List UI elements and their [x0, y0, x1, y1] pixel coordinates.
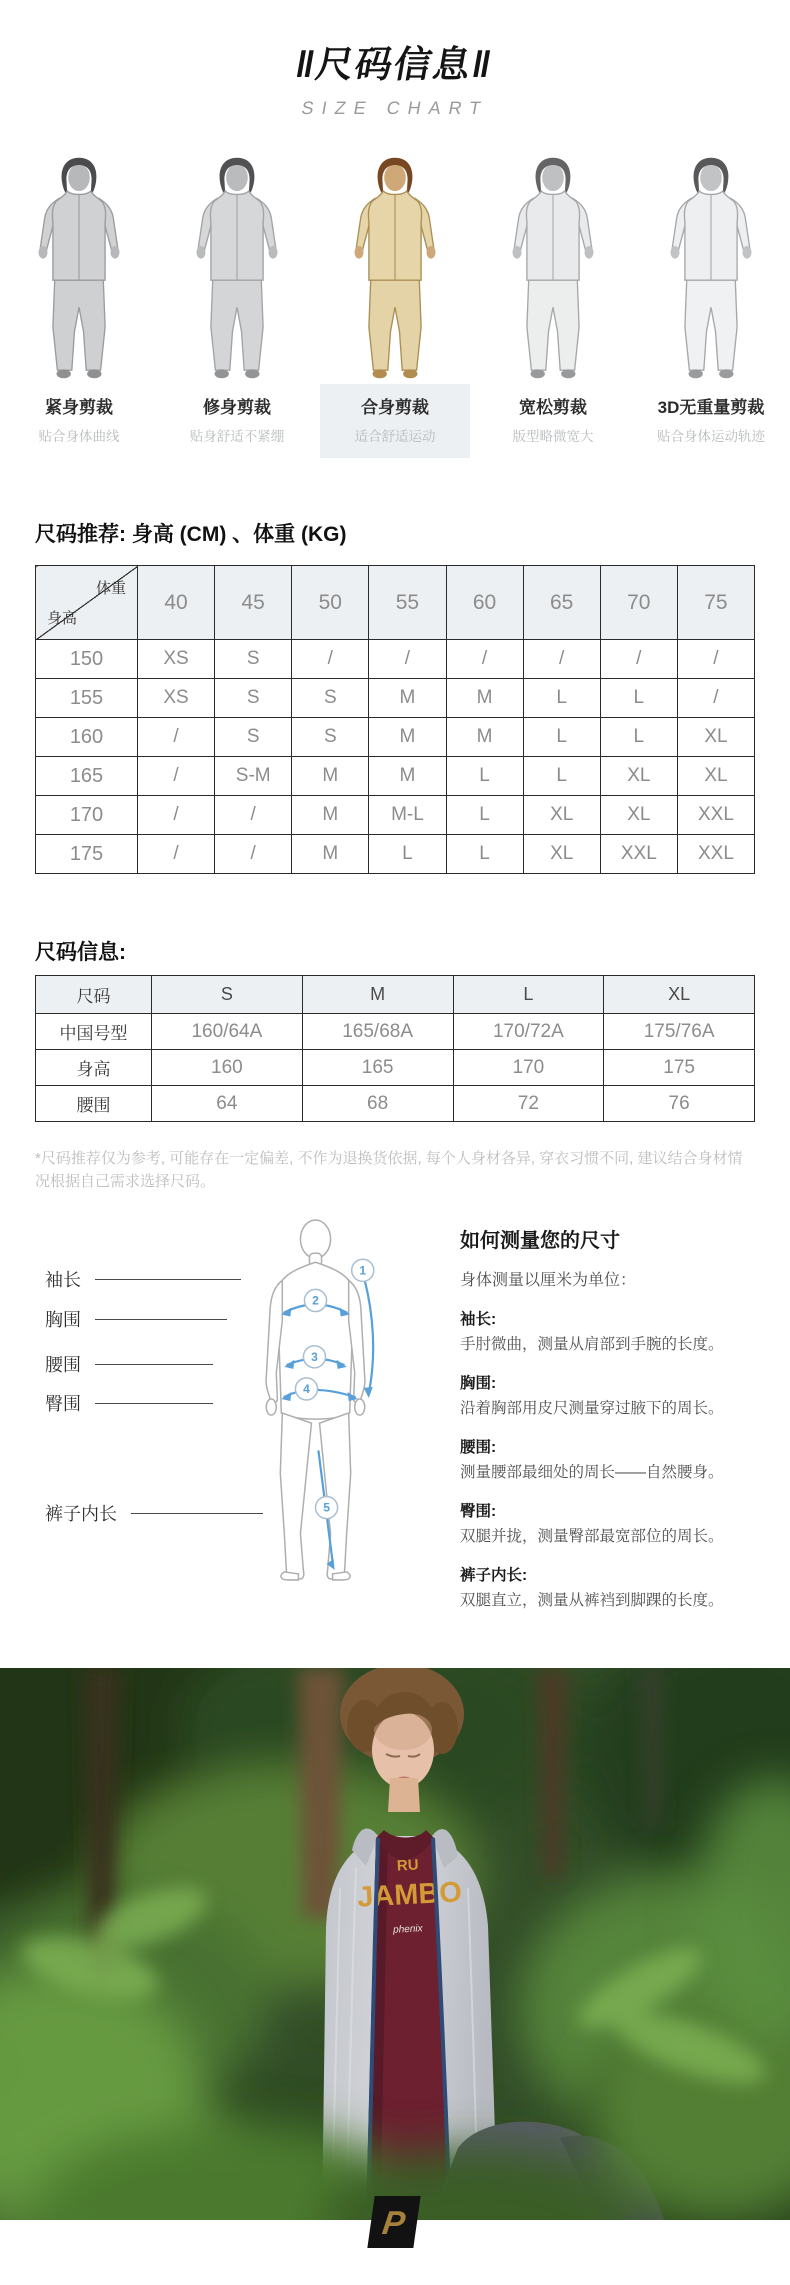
fit-name: 合身剪裁 [361, 398, 429, 417]
recommend-row [36, 640, 755, 679]
disclaimer-text: *尺码推荐仅为参考, 可能存在一定偏差, 不作为退换货依据, 每个人身材各异, 穿衣习惯不同, 建议结合身材情况根据自己需求选择尺码。 [35, 1150, 743, 1191]
fit-figure-illustration [499, 146, 607, 382]
weight-header-cell: 40 [138, 566, 215, 640]
size-cell: L [446, 835, 523, 874]
size-cell: M [369, 757, 446, 796]
measure-item-desc: 双腿直立，测量从裤裆到脚踝的长度。 [460, 1592, 724, 1609]
measure-item-label: 臀围: [460, 1503, 497, 1520]
weight-header-cell: 65 [523, 566, 600, 640]
sizeinfo-row [36, 1014, 755, 1050]
fit-figure-illustration [341, 146, 449, 382]
measure-marker-4: 4 [303, 1381, 310, 1396]
size-cell: XXL [677, 796, 754, 835]
fit-desc: 版型略微宽大 [512, 429, 594, 444]
size-cell: / [446, 640, 523, 679]
fit-name: 宽松剪裁 [519, 398, 587, 417]
measure-item-desc: 测量腰部最细处的周长——自然腰身。 [460, 1464, 724, 1481]
measure-item [460, 1435, 772, 1482]
height-cell: 160 [36, 718, 138, 757]
size-cell: S [215, 679, 292, 718]
corner-weight-label: 体重 [95, 580, 126, 597]
measure-item-desc: 手肘微曲，测量从肩部到手腕的长度。 [460, 1336, 724, 1353]
fit-figure-illustration [25, 146, 133, 382]
size-cell: M [292, 796, 369, 835]
measure-item-label: 腰围: [460, 1439, 497, 1456]
corner-cell [36, 566, 138, 640]
size-cell: XS [138, 640, 215, 679]
size-cell: / [138, 796, 215, 835]
size-cell: L [446, 796, 523, 835]
diagram-label: 臀围 [45, 1394, 81, 1414]
size-cell: / [138, 835, 215, 874]
sizeinfo-value-cell: 175 [604, 1050, 755, 1086]
size-recommend-heading: 尺码推荐: 身高 (CM) 、体重 (KG) [35, 523, 347, 546]
sizeinfo-value-cell: 165/68A [302, 1014, 453, 1050]
size-cell: M [369, 718, 446, 757]
sizeinfo-table-body [36, 1014, 755, 1122]
measure-unit-note: 身体测量以厘米为单位： [460, 1272, 637, 1289]
size-cell: XXL [677, 835, 754, 874]
size-cell: M [369, 679, 446, 718]
diagram-label-row [45, 1390, 213, 1416]
diagram-label-row [45, 1266, 241, 1292]
sizeinfo-row-label: 腰围 [36, 1086, 152, 1122]
size-cell: M-L [369, 796, 446, 835]
sizeinfo-value-cell: 160/64A [152, 1014, 303, 1050]
recommend-table-body [36, 640, 755, 874]
measure-section [0, 1220, 790, 1668]
sizeinfo-size-cell: M [302, 976, 453, 1014]
fit-desc: 贴合身体曲线 [38, 429, 120, 444]
measure-item [460, 1563, 772, 1610]
shirt-text-line2: JAMBO [356, 1876, 463, 1914]
logo-letter-p: P [380, 2203, 408, 2241]
measure-item-desc: 双腿并拢，测量臀部最宽部位的周长。 [460, 1528, 724, 1545]
size-cell: S [215, 640, 292, 679]
fit-label-box [636, 384, 786, 458]
recommend-row [36, 718, 755, 757]
diagram-label: 裤子内长 [45, 1504, 117, 1524]
sizeinfo-value-cell: 64 [152, 1086, 303, 1122]
size-info-heading: 尺码信息: [35, 941, 126, 964]
size-cell: XL [523, 835, 600, 874]
height-cell: 175 [36, 835, 138, 874]
size-cell: / [138, 757, 215, 796]
size-cell: XL [600, 796, 677, 835]
measure-item-label: 袖长: [460, 1311, 497, 1328]
measure-item [460, 1499, 772, 1546]
height-cell: 165 [36, 757, 138, 796]
fit-label-box [478, 384, 628, 458]
diagram-label: 腰围 [45, 1355, 81, 1375]
measure-title: 如何测量您的尺寸 [460, 1230, 620, 1252]
brand-logo [371, 2196, 417, 2248]
fit-name: 修身剪裁 [203, 398, 271, 417]
sizeinfo-size-cell: L [453, 976, 604, 1014]
size-cell: M [446, 718, 523, 757]
recommend-row [36, 835, 755, 874]
fit-desc: 适合舒适运动 [354, 429, 436, 444]
weight-header-row [36, 566, 755, 640]
measure-item-desc: 沿着胸部用皮尺测量穿过腋下的周长。 [460, 1400, 724, 1417]
weight-header-cell: 75 [677, 566, 754, 640]
fit-label-box [320, 384, 470, 458]
size-cell: S-M [215, 757, 292, 796]
logo-plate [367, 2196, 420, 2248]
height-cell: 150 [36, 640, 138, 679]
size-cell: / [677, 640, 754, 679]
size-cell: / [677, 679, 754, 718]
size-cell: M [446, 679, 523, 718]
sizeinfo-value-cell: 72 [453, 1086, 604, 1122]
measure-marker-3: 3 [311, 1349, 318, 1364]
page-subtitle: SIZE CHART [299, 98, 491, 118]
size-cell: S [215, 718, 292, 757]
diagram-label-row [45, 1500, 263, 1526]
fit-option [158, 146, 316, 458]
height-cell: 155 [36, 679, 138, 718]
size-cell: / [292, 640, 369, 679]
size-recommend-table [35, 565, 755, 874]
measure-item [460, 1307, 772, 1354]
size-cell: XL [677, 718, 754, 757]
sizeinfo-value-cell: 160 [152, 1050, 303, 1086]
pointer-line [95, 1319, 227, 1320]
sizeinfo-value-cell: 76 [604, 1086, 755, 1122]
weight-header-cell: 50 [292, 566, 369, 640]
size-cell: L [446, 757, 523, 796]
size-cell: / [215, 796, 292, 835]
weight-header-cell: 55 [369, 566, 446, 640]
recommend-row [36, 796, 755, 835]
size-cell: L [369, 835, 446, 874]
measure-instructions [460, 1224, 772, 1610]
shirt-text-line1: RU [396, 1856, 420, 1875]
sizeinfo-corner-cell: 尺码 [36, 976, 152, 1014]
weight-header-cell: 45 [215, 566, 292, 640]
fit-name: 3D无重量剪裁 [657, 398, 765, 417]
fit-figure-illustration [183, 146, 291, 382]
fit-label-box [162, 384, 312, 458]
size-cell: / [369, 640, 446, 679]
fit-figure-illustration [657, 146, 765, 382]
fit-desc: 贴合身体运动轨迹 [657, 429, 765, 444]
body-measurement-diagram [238, 1212, 393, 1592]
sizeinfo-row-label: 身高 [36, 1050, 152, 1086]
measure-item-label: 裤子内长: [460, 1567, 528, 1584]
size-cell: L [523, 679, 600, 718]
fit-list [0, 146, 790, 458]
measure-marker-5: 5 [323, 1500, 330, 1515]
pointer-line [95, 1279, 241, 1280]
fit-option [474, 146, 632, 458]
sizeinfo-row [36, 1050, 755, 1086]
pointer-line [95, 1403, 213, 1404]
size-cell: L [600, 679, 677, 718]
measure-marker-2: 2 [312, 1293, 319, 1308]
size-cell: / [523, 640, 600, 679]
size-cell: / [138, 718, 215, 757]
size-cell: M [292, 757, 369, 796]
diagram-label-row [45, 1306, 227, 1332]
measure-item-label: 胸围: [460, 1375, 497, 1392]
sizeinfo-value-cell: 170 [453, 1050, 604, 1086]
size-cell: L [523, 718, 600, 757]
fit-name: 紧身剪裁 [45, 398, 113, 417]
height-cell: 170 [36, 796, 138, 835]
diagram-label: 胸围 [45, 1310, 81, 1330]
sizeinfo-value-cell: 170/72A [453, 1014, 604, 1050]
size-cell: XL [523, 796, 600, 835]
size-cell: S [292, 679, 369, 718]
fit-option [632, 146, 790, 458]
fit-desc: 贴身舒适不紧绷 [189, 429, 285, 444]
page-header [0, 34, 790, 119]
size-cell: M [292, 835, 369, 874]
size-info-table [35, 975, 755, 1122]
size-cell: / [215, 835, 292, 874]
size-cell: L [600, 718, 677, 757]
measure-marker-1: 1 [359, 1263, 367, 1278]
size-cell: XS [138, 679, 215, 718]
size-cell: XL [600, 757, 677, 796]
sizeinfo-value-cell: 68 [302, 1086, 453, 1122]
measure-item [460, 1371, 772, 1418]
pointer-line [95, 1364, 213, 1365]
size-cell: / [600, 640, 677, 679]
sizeinfo-size-cell: S [152, 976, 303, 1014]
size-cell: L [523, 757, 600, 796]
sizeinfo-value-cell: 165 [302, 1050, 453, 1086]
fit-option [0, 146, 158, 458]
sizeinfo-row [36, 1086, 755, 1122]
size-cell: S [292, 718, 369, 757]
sizeinfo-value-cell: 175/76A [604, 1014, 755, 1050]
fit-option [316, 146, 474, 458]
size-cell: XXL [600, 835, 677, 874]
diagram-label: 袖长 [45, 1270, 81, 1290]
recommend-row [36, 679, 755, 718]
sizeinfo-header-row [36, 976, 755, 1014]
fit-label-box [4, 384, 154, 458]
weight-header-cell: 70 [600, 566, 677, 640]
corner-height-label: 身高 [47, 610, 78, 627]
sizeinfo-row-label: 中国号型 [36, 1014, 152, 1050]
size-cell: XL [677, 757, 754, 796]
page-title: ‖尺码信息‖ [292, 44, 497, 85]
shirt-brand-text: phenix [392, 1923, 423, 1936]
product-photo-section [0, 1668, 790, 2220]
weight-header-cell: 60 [446, 566, 523, 640]
sizeinfo-size-cell: XL [604, 976, 755, 1014]
diagram-label-row [45, 1351, 213, 1377]
recommend-row [36, 757, 755, 796]
model-photo [0, 1668, 790, 2220]
measure-items [460, 1307, 772, 1610]
